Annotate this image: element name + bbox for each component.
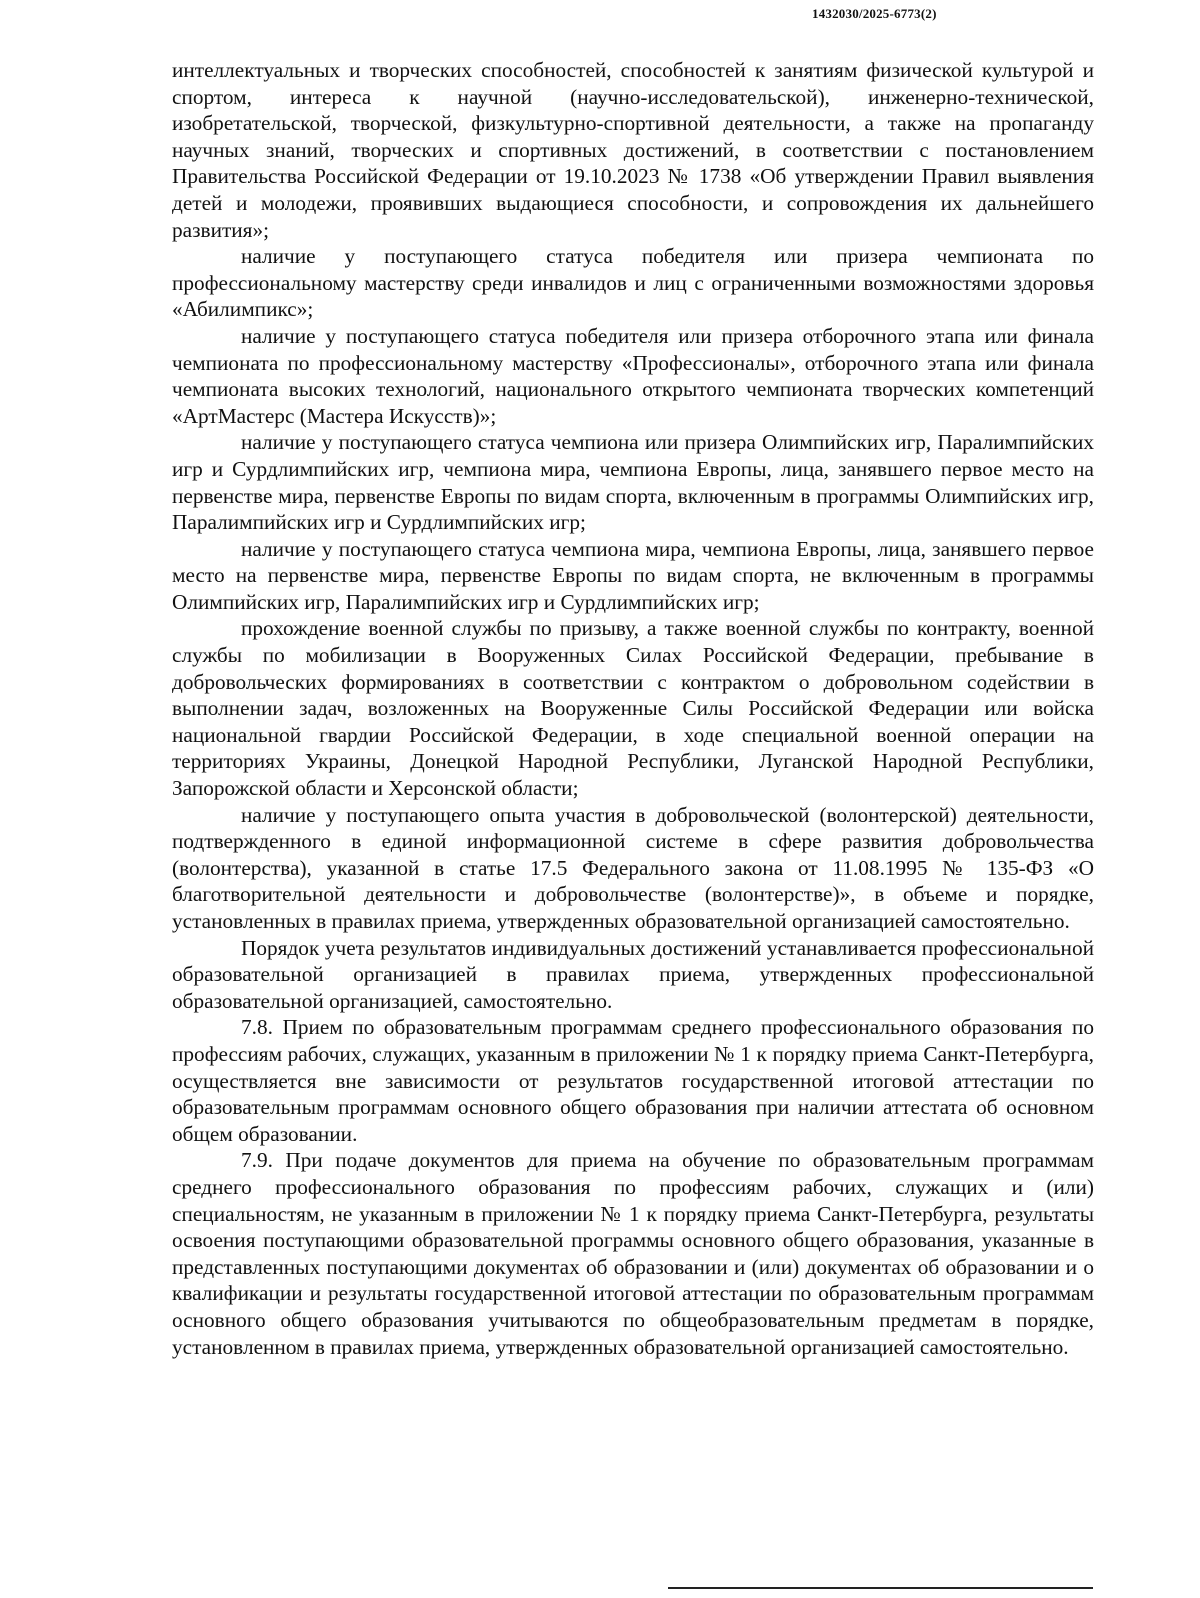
footer-divider (668, 1587, 1093, 1589)
paragraph-volunteering: наличие у поступающего опыта участия в добровольческой (волонтерской) деятельности, подтвержденного в единой информационной системе в сфере развития добровольчества (волонтерства), указанной в статье 17.5 Федерального закона от 11.08.1995 № 135-ФЗ «О благотворительной деятельности и добровольчестве (волонтерстве)», в объеме и порядке, установленных в правилах приема, утвержденных образовательной организацией самостоятельно. (172, 802, 1094, 933)
paragraph-continuation: интеллектуальных и творческих способностей, способностей к занятиям физической культурой и спортом, интереса к научной (научно-исследовательской), инженерно-технической, изобретательской, творческой, физкультурно-спортивной деятельности, а также на пропаганду научных знаний, творческих и спортивных достижений, в соответствии с постановлением Правительства Российской Федерации от 19.10.2023 № 1738 «Об утверждении Правил выявления детей и молодежи, проявивших выдающиеся способности, и сопровождения их дальнейшего развития»; (172, 58, 1094, 242)
paragraph-abilimpiks: наличие у поступающего статуса победителя или призера чемпионата по профессиональному мастерству среди инвалидов и лиц с ограниченными возможностями здоровья «Абилимпикс»; (172, 244, 1094, 322)
document-registration-number: 1432030/2025-6773(2) (812, 6, 937, 21)
document-body (172, 57, 1094, 1360)
paragraph-olympic-champion: наличие у поступающего статуса чемпиона или призера Олимпийских игр, Паралимпийских игр и Сурдлимпийских игр, чемпиона мира, чемпиона Европы, лица, занявшего первое место на первенстве мира, первенстве Европы по видам спорта, включенным в программы Олимпийских игр, Паралимпийских игр и Сурдлимпийских игр; (172, 430, 1094, 535)
paragraph-7-8: 7.8. Прием по образовательным программам среднего профессионального образования по профессиям рабочих, служащих, указанным в приложении № 1 к порядку приема Санкт-Петербурга, осуществляется вне зависимости от результатов государственной итоговой аттестации по образовательным программам основного общего образования при наличии аттестата об основном общем образовании. (172, 1015, 1094, 1146)
paragraph-military-service: прохождение военной службы по призыву, а также военной службы по контракту, военной службы по мобилизации в Вооруженных Силах Российской Федерации, пребывание в добровольческих формированиях в соответствии с контрактом о добровольном содействии в выполнении задач, возложенных на Вооруженные Силы Российской Федерации или войска национальной гвардии Российской Федерации, в ходе специальной военной операции на территориях Украины, Донецкой Народной Республики, Луганской Народной Республики, Запорожской области и Херсонской области; (172, 616, 1094, 801)
paragraph-non-olympic-champion: наличие у поступающего статуса чемпиона мира, чемпиона Европы, лица, занявшего первое место на первенстве мира, первенстве Европы по видам спорта, не включенным в программы Олимпийских игр, Паралимпийских игр и Сурдлимпийских игр; (172, 536, 1094, 614)
paragraph-achievements-order: Порядок учета результатов индивидуальных достижений устанавливается профессиональной образовательной организацией в правилах приема, утвержденных профессиональной образовательной организацией, самостоятельно. (172, 935, 1094, 1013)
paragraph-7-9: 7.9. При подаче документов для приема на обучение по образовательным программам среднего профессионального образования по профессиям рабочих, служащих и (или) специальностям, не указанным в приложении № 1 к порядку приема Санкт-Петербурга, результаты освоения поступающими образовательной программы основного общего образования, указанные в представленных поступающими документах об образовании и (или) документах об образовании и о квалификации и результаты государственной итоговой аттестации по образовательным программам основного общего образования учитываются по общеобразовательным предметам в порядке, установленном в правилах приема, утвержденных образовательной организацией самостоятельно. (172, 1148, 1094, 1359)
paragraph-professionaly: наличие у поступающего статуса победителя или призера отборочного этапа или финала чемпионата по профессиональному мастерству «Профессионалы», отборочного этапа или финала чемпионата высоких технологий, национального открытого чемпионата творческих компетенций «АртМастерс (Мастера Искусств)»; (172, 323, 1094, 428)
